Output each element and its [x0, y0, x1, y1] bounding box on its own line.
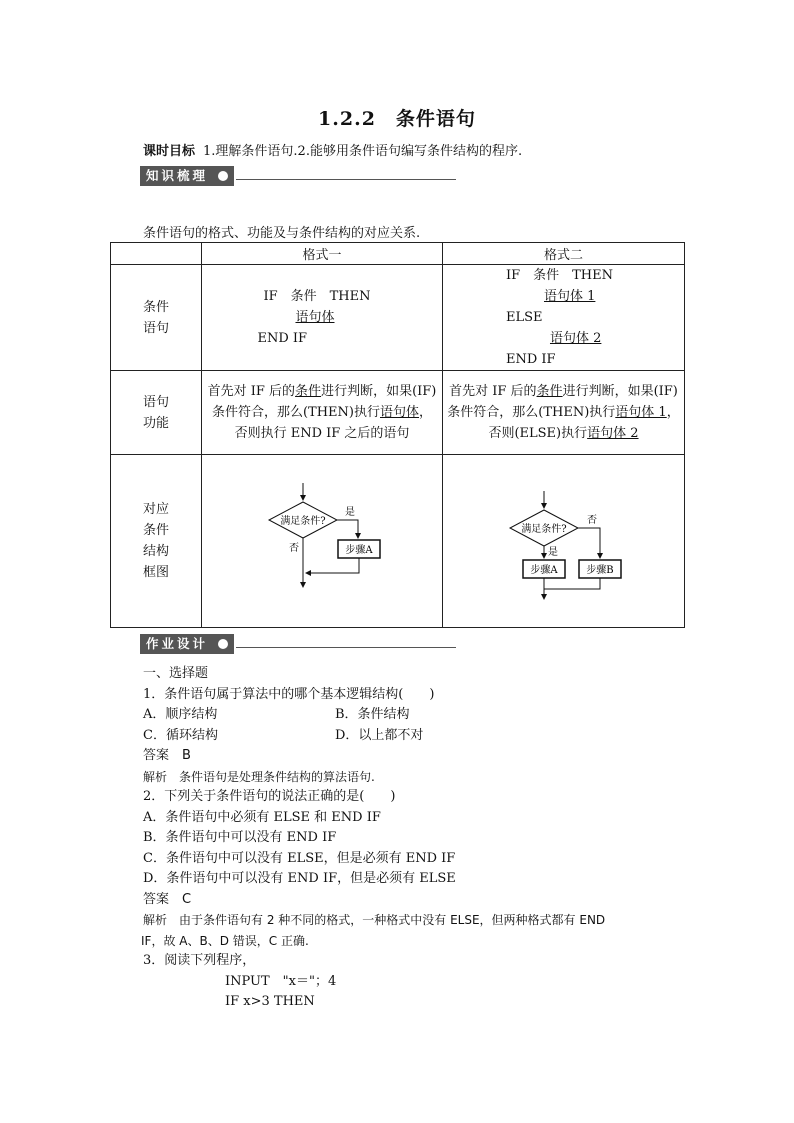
q3-stem: 3．阅读下列程序， — [143, 953, 256, 968]
step-a-text: 步骤A — [344, 545, 373, 556]
page-title: 1.2.2 条件语句 — [318, 108, 476, 130]
q1-stem: 1．条件语句属于算法中的哪个基本逻辑结构( ) — [143, 686, 435, 702]
decision-text: 满足条件? — [520, 524, 567, 535]
yes-label: 是 — [547, 547, 558, 558]
q2-analysis-line1: 解析 由于条件语句有 2 种不同的格式，一种格式中没有 ELSE，但两种格式都有 END — [143, 913, 606, 927]
banner-label: 作业设计 — [140, 634, 234, 654]
homework-banner — [140, 634, 460, 654]
goal-label: 课时目标 — [143, 144, 196, 159]
q1-analysis: 解析 条件语句是处理条件结构的算法语句. — [143, 769, 375, 784]
row-label-function: 语句 功能 — [111, 371, 202, 455]
q2-option-a: A．条件语句中必须有 ELSE 和 END IF — [143, 809, 381, 825]
goal-text: 1.理解条件语句.2.能够用条件语句编写条件结构的程序. — [203, 144, 523, 159]
row-label-flowchart: 对应 条件 结构 框图 — [111, 455, 202, 628]
flowchart-2 — [444, 455, 684, 623]
q1-options-row2: C．循环结构 D．以上都不对 — [143, 727, 424, 743]
banner-label: 知识梳理 — [140, 166, 234, 186]
format-1-flowchart — [202, 455, 443, 628]
no-label: 否 — [288, 543, 299, 554]
format-2-code: IF 条件 THEN 语句体 1 ELSE 语句体 2 END IF — [443, 265, 685, 371]
no-label: 否 — [586, 515, 597, 526]
lesson-goal — [143, 140, 522, 159]
header-format-2: 格式二 — [443, 243, 685, 265]
intro-text: 条件语句的格式、功能及与条件结构的对应关系. — [143, 226, 421, 241]
banner-rule — [236, 179, 456, 180]
header-format-1: 格式一 — [202, 243, 443, 265]
yes-label: 是 — [344, 507, 355, 518]
q3-code-line1: INPUT "x＝"；4 — [225, 973, 337, 989]
knowledge-banner — [140, 166, 460, 186]
format-2-function: 首先对 IF 后的条件进行判断，如果(IF)条件符合，那么(THEN)执行语句体 1，否则(ELSE)执行语句体 2 — [443, 371, 685, 455]
q2-stem: 2．下列关于条件语句的说法正确的是( ) — [143, 789, 396, 804]
step-a-text: 步骤A — [529, 565, 558, 576]
step-b-text: 步骤B — [585, 565, 614, 576]
q2-answer: 答案 C — [143, 891, 192, 907]
section-heading: 一、选择题 — [143, 666, 209, 681]
q3-code-line2: IF x>3 THEN — [225, 994, 315, 1009]
header-empty — [111, 243, 202, 265]
comparison-table — [110, 242, 685, 628]
row-label-statement: 条件 语句 — [111, 265, 202, 371]
flowchart-1 — [203, 455, 442, 623]
banner-rule — [236, 647, 456, 648]
format-1-function: 首先对 IF 后的条件进行判断，如果(IF)条件符合，那么(THEN)执行语句体，否则执行 END IF 之后的语句 — [202, 371, 443, 455]
q2-option-b: B．条件语句中可以没有 END IF — [143, 830, 337, 845]
q2-analysis-line2: IF，故 A、B、D 错误，C 正确. — [141, 933, 309, 948]
q1-options-row1: A．顺序结构 B．条件结构 — [143, 707, 410, 722]
q2-option-c: C．条件语句中可以没有 ELSE，但是必须有 END IF — [143, 850, 456, 866]
exercise-section — [143, 664, 703, 1013]
q2-option-d: D．条件语句中可以没有 END IF，但是必须有 ELSE — [143, 871, 456, 886]
format-2-flowchart — [443, 455, 685, 628]
decision-text: 满足条件? — [279, 516, 326, 527]
format-1-code: IF 条件 THEN 语句体 END IF — [202, 265, 443, 371]
q1-answer: 答案 B — [143, 748, 191, 763]
